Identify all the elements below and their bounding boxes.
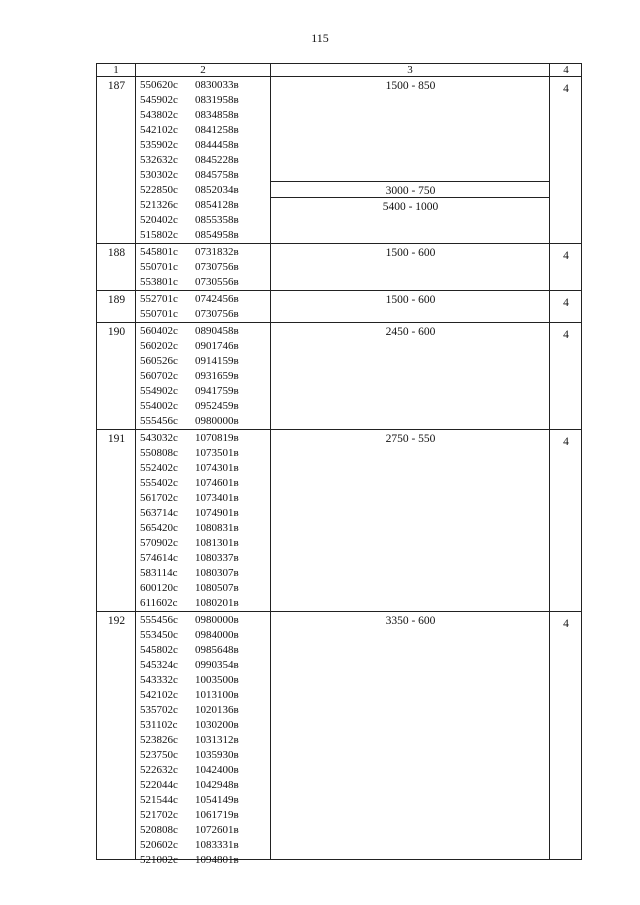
altitude-range: 1500 - 600: [385, 247, 436, 259]
latitude-value: 553801с: [140, 276, 178, 288]
longitude-value: 0830033в: [195, 79, 239, 91]
latitude-value: 555456с: [140, 415, 178, 427]
group-count: 4: [563, 618, 569, 630]
latitude-value: 520808с: [140, 824, 178, 836]
page-number: 115: [311, 31, 329, 45]
latitude-value: 561702с: [140, 492, 178, 504]
latitude-value: 550701с: [140, 308, 178, 320]
latitude-value: 532632с: [140, 154, 178, 166]
coordinate-row: [140, 536, 239, 551]
longitude-value: 1080201в: [195, 597, 239, 609]
coordinate-row: [140, 292, 239, 307]
latitude-value: 560402с: [140, 325, 178, 337]
group-count: 4: [563, 329, 569, 341]
longitude-value: 0845758в: [195, 169, 239, 181]
header-divider: [97, 76, 581, 77]
longitude-value: 0841258в: [195, 124, 239, 136]
group-count: 4: [563, 83, 569, 95]
coordinate-row: [140, 108, 239, 123]
longitude-value: 0854958в: [195, 229, 239, 241]
longitude-value: 0834858в: [195, 109, 239, 121]
column-divider: [135, 64, 136, 859]
coordinates-table: [96, 63, 582, 866]
latitude-value: 545324с: [140, 659, 178, 671]
latitude-value: 522044с: [140, 779, 178, 791]
latitude-value: 565420с: [140, 522, 178, 534]
group-count: 4: [563, 250, 569, 262]
latitude-value: 543802с: [140, 109, 178, 121]
altitude-range: 1500 - 850: [385, 80, 436, 92]
latitude-value: 554902с: [140, 385, 178, 397]
coordinate-row: [140, 431, 239, 446]
group-number: 187: [107, 80, 126, 92]
longitude-value: 1020136в: [195, 704, 239, 716]
longitude-value: 1080507в: [195, 582, 239, 594]
coordinate-row: [140, 228, 239, 243]
longitude-value: 1083331в: [195, 839, 239, 851]
latitude-value: 543032с: [140, 432, 178, 444]
coordinate-row: [140, 307, 239, 322]
coordinate-row: [140, 213, 239, 228]
longitude-value: 1061719в: [195, 809, 239, 821]
coordinate-row: [140, 446, 239, 461]
group-divider: [97, 243, 581, 244]
coordinate-row: [140, 183, 239, 198]
latitude-value: 550620с: [140, 79, 178, 91]
sub-row-divider: [270, 181, 550, 182]
longitude-value: 0952459в: [195, 400, 239, 412]
group-divider: [97, 429, 581, 430]
coordinate-row: [140, 748, 239, 763]
latitude-value: 560702с: [140, 370, 178, 382]
group-divider: [97, 611, 581, 612]
coordinate-row: [140, 491, 239, 506]
coordinate-row: [140, 123, 239, 138]
group-number: 189: [107, 294, 126, 306]
longitude-value: 1080831в: [195, 522, 239, 534]
latitude-value: 531102с: [140, 719, 178, 731]
coordinate-row: [140, 838, 239, 853]
coordinate-row: [140, 275, 239, 290]
latitude-value: 563714с: [140, 507, 178, 519]
coordinate-row: [140, 521, 239, 536]
longitude-value: 1054149в: [195, 794, 239, 806]
latitude-value: 555402с: [140, 477, 178, 489]
latitude-value: 535902с: [140, 139, 178, 151]
longitude-value: 0730756в: [195, 261, 239, 273]
group-count: 4: [563, 436, 569, 448]
coordinate-row: [140, 384, 239, 399]
coordinate-row: [140, 93, 239, 108]
coordinate-row: [140, 793, 239, 808]
coordinate-row: [140, 461, 239, 476]
altitude-range: 2750 - 550: [385, 433, 436, 445]
latitude-value: 545902с: [140, 94, 178, 106]
latitude-value: 520602с: [140, 839, 178, 851]
longitude-value: 1070819в: [195, 432, 239, 444]
longitude-value: 0990354в: [195, 659, 239, 671]
header-col-2: 2: [200, 64, 206, 76]
group-divider: [97, 322, 581, 323]
latitude-value: 535702с: [140, 704, 178, 716]
coordinate-row: [140, 414, 239, 429]
coordinate-row: [140, 506, 239, 521]
latitude-value: 552701с: [140, 293, 178, 305]
coordinate-row: [140, 369, 239, 384]
longitude-value: 0831958в: [195, 94, 239, 106]
group-number: 190: [107, 326, 126, 338]
coordinate-row: [140, 643, 239, 658]
coordinate-row: [140, 399, 239, 414]
longitude-value: 1080337в: [195, 552, 239, 564]
latitude-value: 574614с: [140, 552, 178, 564]
latitude-value: 570902с: [140, 537, 178, 549]
latitude-value: 530302с: [140, 169, 178, 181]
longitude-value: 0985648в: [195, 644, 239, 656]
latitude-value: 550701с: [140, 261, 178, 273]
latitude-value: 521702с: [140, 809, 178, 821]
coordinate-row: [140, 763, 239, 778]
longitude-value: 0742456в: [195, 293, 239, 305]
longitude-value: 1031312в: [195, 734, 239, 746]
latitude-value: 555456с: [140, 614, 178, 626]
latitude-value: 523750с: [140, 749, 178, 761]
header-col-4: 4: [563, 64, 569, 76]
longitude-value: 0730556в: [195, 276, 239, 288]
coordinate-row: [140, 733, 239, 748]
longitude-value: 1074901в: [195, 507, 239, 519]
group-number: 188: [107, 247, 126, 259]
coordinate-row: [140, 808, 239, 823]
longitude-value: 0731832в: [195, 246, 239, 258]
latitude-value: 583114с: [140, 567, 178, 579]
coordinate-row: [140, 823, 239, 838]
longitude-value: 0855358в: [195, 214, 239, 226]
latitude-value: 521326с: [140, 199, 178, 211]
longitude-value: 0914159в: [195, 355, 239, 367]
altitude-range: 2450 - 600: [385, 326, 436, 338]
latitude-value: 611602с: [140, 597, 178, 609]
longitude-value: 0852034в: [195, 184, 239, 196]
coordinate-row: [140, 245, 239, 260]
longitude-value: 1094801в: [195, 854, 239, 866]
longitude-value: 0931659в: [195, 370, 239, 382]
coordinate-row: [140, 260, 239, 275]
coordinate-row: [140, 778, 239, 793]
group-number: 191: [107, 433, 126, 445]
coordinate-row: [140, 581, 239, 596]
longitude-value: 1074601в: [195, 477, 239, 489]
longitude-value: 0890458в: [195, 325, 239, 337]
coordinate-row: [140, 566, 239, 581]
longitude-value: 1081301в: [195, 537, 239, 549]
latitude-value: 550808с: [140, 447, 178, 459]
longitude-value: 1073501в: [195, 447, 239, 459]
coordinate-row: [140, 628, 239, 643]
group-divider: [97, 290, 581, 291]
longitude-value: 1080307в: [195, 567, 239, 579]
header-col-1: 1: [113, 64, 119, 76]
latitude-value: 553450с: [140, 629, 178, 641]
longitude-value: 0980000в: [195, 415, 239, 427]
coordinate-row: [140, 354, 239, 369]
group-count: 4: [563, 297, 569, 309]
group-number: 192: [107, 615, 126, 627]
coordinate-row: [140, 673, 239, 688]
longitude-value: 1035930в: [195, 749, 239, 761]
latitude-value: 543332с: [140, 674, 178, 686]
longitude-value: 0854128в: [195, 199, 239, 211]
latitude-value: 523826с: [140, 734, 178, 746]
longitude-value: 1003500в: [195, 674, 239, 686]
coordinate-row: [140, 613, 239, 628]
longitude-value: 1013100в: [195, 689, 239, 701]
latitude-value: 545801с: [140, 246, 178, 258]
coordinate-row: [140, 339, 239, 354]
latitude-value: 521544с: [140, 794, 178, 806]
latitude-value: 560202с: [140, 340, 178, 352]
header-col-3: 3: [407, 64, 413, 76]
coordinate-row: [140, 198, 239, 213]
latitude-value: 600120с: [140, 582, 178, 594]
latitude-value: 520402с: [140, 214, 178, 226]
altitude-range: 5400 - 1000: [382, 201, 439, 213]
altitude-range: 3350 - 600: [385, 615, 436, 627]
latitude-value: 545802с: [140, 644, 178, 656]
longitude-value: 1030200в: [195, 719, 239, 731]
longitude-value: 0730756в: [195, 308, 239, 320]
coordinate-row: [140, 78, 239, 93]
longitude-value: 0901746в: [195, 340, 239, 352]
altitude-range: 1500 - 600: [385, 294, 436, 306]
coordinate-row: [140, 688, 239, 703]
longitude-value: 0980000в: [195, 614, 239, 626]
coordinate-row: [140, 551, 239, 566]
latitude-value: 552402с: [140, 462, 178, 474]
longitude-value: 1042400в: [195, 764, 239, 776]
longitude-value: 1042948в: [195, 779, 239, 791]
latitude-value: 515802с: [140, 229, 178, 241]
longitude-value: 1072601в: [195, 824, 239, 836]
coordinate-row: [140, 596, 239, 611]
longitude-value: 0984000в: [195, 629, 239, 641]
coordinate-row: [140, 153, 239, 168]
latitude-value: 560526с: [140, 355, 178, 367]
coordinate-row: [140, 703, 239, 718]
coordinate-row: [140, 324, 239, 339]
coordinate-row: [140, 658, 239, 673]
latitude-value: 521002с: [140, 854, 178, 866]
altitude-range: 3000 - 750: [385, 185, 436, 197]
longitude-value: 1074301в: [195, 462, 239, 474]
coordinate-row: [140, 138, 239, 153]
longitude-value: 1073401в: [195, 492, 239, 504]
latitude-value: 522850с: [140, 184, 178, 196]
longitude-value: 0845228в: [195, 154, 239, 166]
latitude-value: 542102с: [140, 124, 178, 136]
coordinate-row: [140, 718, 239, 733]
sub-row-divider: [270, 197, 550, 198]
longitude-value: 0844458в: [195, 139, 239, 151]
coordinate-row: [140, 853, 239, 868]
latitude-value: 522632с: [140, 764, 178, 776]
coordinate-row: [140, 476, 239, 491]
coordinate-row: [140, 168, 239, 183]
longitude-value: 0941759в: [195, 385, 239, 397]
latitude-value: 542102с: [140, 689, 178, 701]
latitude-value: 554002с: [140, 400, 178, 412]
